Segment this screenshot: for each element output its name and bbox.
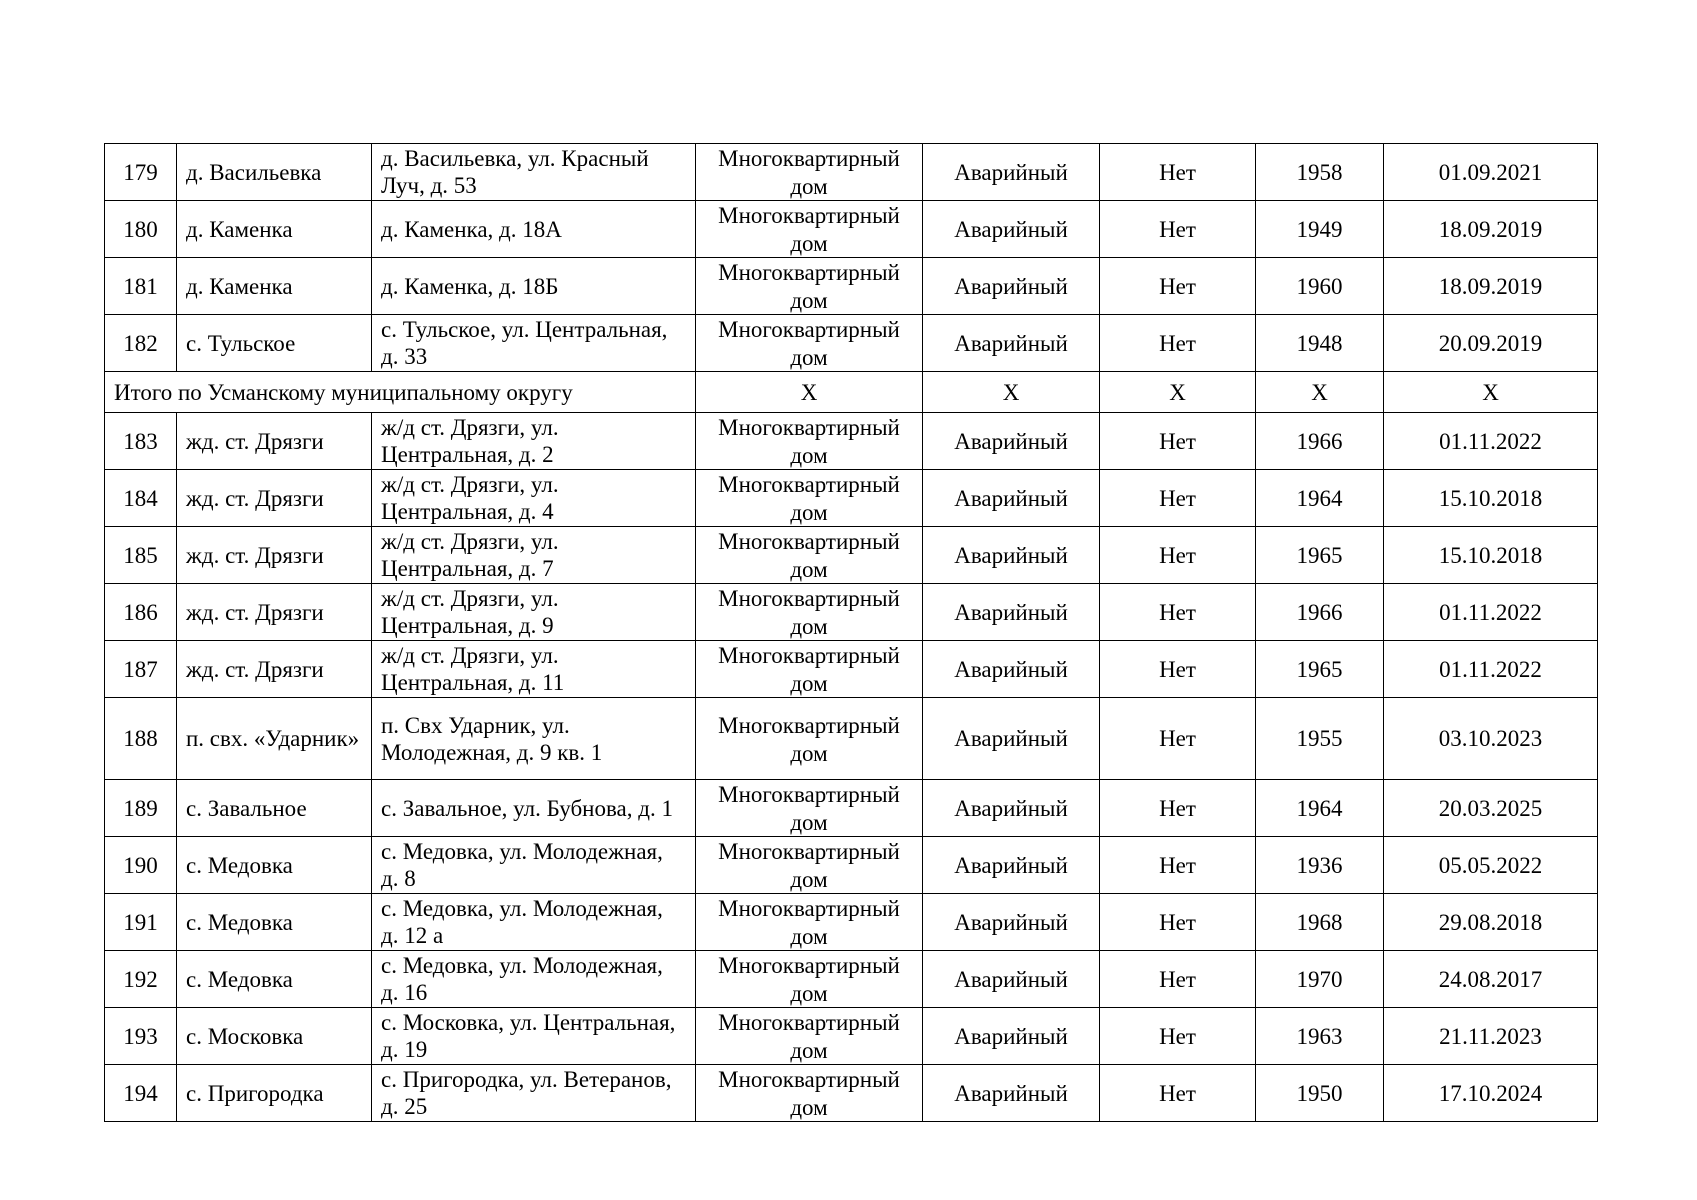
house-type-line-2: дом [790, 174, 828, 199]
year-cell: 1965 [1256, 641, 1384, 698]
address-cell: ж/д ст. Дрязги, ул. Центральная, д. 2 [372, 413, 696, 470]
row-number: 181 [105, 258, 177, 315]
table-row [105, 258, 1598, 315]
house-type-line-2: дом [790, 614, 828, 639]
date-cell: 20.09.2019 [1384, 315, 1598, 372]
locality-cell: жд. ст. Дрязги [177, 527, 372, 584]
house-type-line-1: Многоквартирный [718, 1067, 900, 1092]
house-type-cell [696, 201, 923, 258]
locality-cell: д. Каменка [177, 258, 372, 315]
date-cell: 21.11.2023 [1384, 1008, 1598, 1065]
table-row [105, 641, 1598, 698]
row-number: 185 [105, 527, 177, 584]
house-type-line-1: Многоквартирный [718, 472, 900, 497]
house-type-line-1: Многоквартирный [718, 529, 900, 554]
row-number: 186 [105, 584, 177, 641]
house-type-line-2: дом [790, 1095, 828, 1120]
year-cell: 1968 [1256, 894, 1384, 951]
state-cell: Аварийный [923, 1008, 1100, 1065]
flag-cell: Нет [1100, 584, 1256, 641]
house-type-cell [696, 1065, 923, 1122]
date-cell: 01.11.2022 [1384, 413, 1598, 470]
house-type-line-1: Многоквартирный [718, 1010, 900, 1035]
locality-cell: д. Каменка [177, 201, 372, 258]
house-type-cell [696, 780, 923, 837]
house-type-cell [696, 315, 923, 372]
year-cell: 1958 [1256, 144, 1384, 201]
house-type-line-1: Многоквартирный [718, 415, 900, 440]
date-cell: 01.11.2022 [1384, 584, 1598, 641]
date-cell: 05.05.2022 [1384, 837, 1598, 894]
state-cell: Аварийный [923, 258, 1100, 315]
row-number: 179 [105, 144, 177, 201]
date-cell: 17.10.2024 [1384, 1065, 1598, 1122]
table-row [105, 698, 1598, 780]
row-number: 183 [105, 413, 177, 470]
state-cell: Аварийный [923, 144, 1100, 201]
row-number: 189 [105, 780, 177, 837]
document-page [104, 143, 1597, 1122]
locality-cell: жд. ст. Дрязги [177, 641, 372, 698]
house-type-cell [696, 951, 923, 1008]
address-cell: д. Каменка, д. 18А [372, 201, 696, 258]
house-type-line-2: дом [790, 500, 828, 525]
year-cell: 1949 [1256, 201, 1384, 258]
flag-cell: Нет [1100, 527, 1256, 584]
date-cell: 20.03.2025 [1384, 780, 1598, 837]
flag-cell: Нет [1100, 894, 1256, 951]
locality-cell: д. Васильевка [177, 144, 372, 201]
house-type-cell [696, 413, 923, 470]
row-number: 194 [105, 1065, 177, 1122]
flag-cell: Нет [1100, 1065, 1256, 1122]
date-cell: 03.10.2023 [1384, 698, 1598, 780]
flag-cell: Нет [1100, 780, 1256, 837]
total-mark-cell: X [696, 372, 923, 413]
flag-cell: Нет [1100, 951, 1256, 1008]
house-type-line-2: дом [790, 557, 828, 582]
house-type-line-2: дом [790, 443, 828, 468]
house-type-line-2: дом [790, 671, 828, 696]
state-cell: Аварийный [923, 315, 1100, 372]
locality-cell: жд. ст. Дрязги [177, 413, 372, 470]
address-cell: ж/д ст. Дрязги, ул. Центральная, д. 4 [372, 470, 696, 527]
house-type-cell [696, 641, 923, 698]
locality-cell: п. свх. «Ударник» [177, 698, 372, 780]
house-type-line-1: Многоквартирный [718, 586, 900, 611]
house-type-cell [696, 894, 923, 951]
address-cell: с. Медовка, ул. Молодежная, д. 12 а [372, 894, 696, 951]
address-cell: с. Пригородка, ул. Ветеранов, д. 25 [372, 1065, 696, 1122]
address-cell: с. Московка, ул. Центральная, д. 19 [372, 1008, 696, 1065]
year-cell: 1964 [1256, 470, 1384, 527]
locality-cell: жд. ст. Дрязги [177, 584, 372, 641]
house-type-line-1: Многоквартирный [718, 203, 900, 228]
flag-cell: Нет [1100, 144, 1256, 201]
table-row [105, 144, 1598, 201]
table-row [105, 894, 1598, 951]
emergency-housing-table [104, 143, 1598, 1122]
house-type-line-2: дом [790, 1038, 828, 1063]
date-cell: 01.09.2021 [1384, 144, 1598, 201]
year-cell: 1966 [1256, 584, 1384, 641]
state-cell: Аварийный [923, 584, 1100, 641]
state-cell: Аварийный [923, 527, 1100, 584]
row-number: 187 [105, 641, 177, 698]
year-cell: 1966 [1256, 413, 1384, 470]
flag-cell: Нет [1100, 258, 1256, 315]
address-cell: с. Медовка, ул. Молодежная, д. 16 [372, 951, 696, 1008]
house-type-line-1: Многоквартирный [718, 782, 900, 807]
locality-cell: с. Медовка [177, 894, 372, 951]
state-cell: Аварийный [923, 837, 1100, 894]
state-cell: Аварийный [923, 201, 1100, 258]
flag-cell: Нет [1100, 1008, 1256, 1065]
date-cell: 15.10.2018 [1384, 470, 1598, 527]
row-number: 192 [105, 951, 177, 1008]
house-type-cell [696, 1008, 923, 1065]
state-cell: Аварийный [923, 470, 1100, 527]
address-cell: ж/д ст. Дрязги, ул. Центральная, д. 9 [372, 584, 696, 641]
locality-cell: с. Тульское [177, 315, 372, 372]
table-row [105, 201, 1598, 258]
house-type-line-1: Многоквартирный [718, 317, 900, 342]
year-cell: 1950 [1256, 1065, 1384, 1122]
year-cell: 1965 [1256, 527, 1384, 584]
flag-cell: Нет [1100, 837, 1256, 894]
address-cell: п. Свх Ударник, ул. Молодежная, д. 9 кв. 1 [372, 698, 696, 780]
flag-cell: Нет [1100, 201, 1256, 258]
table-body [105, 144, 1598, 1122]
house-type-cell [696, 527, 923, 584]
table-row [105, 413, 1598, 470]
address-cell: ж/д ст. Дрязги, ул. Центральная, д. 11 [372, 641, 696, 698]
flag-cell: Нет [1100, 698, 1256, 780]
total-row [105, 372, 1598, 413]
house-type-line-1: Многоквартирный [718, 953, 900, 978]
flag-cell: Нет [1100, 413, 1256, 470]
house-type-line-1: Многоквартирный [718, 146, 900, 171]
state-cell: Аварийный [923, 641, 1100, 698]
date-cell: 01.11.2022 [1384, 641, 1598, 698]
state-cell: Аварийный [923, 698, 1100, 780]
date-cell: 18.09.2019 [1384, 258, 1598, 315]
total-label-cell: Итого по Усманскому муниципальному округу [105, 372, 696, 413]
house-type-line-2: дом [790, 740, 828, 766]
table-row [105, 837, 1598, 894]
address-cell: ж/д ст. Дрязги, ул. Центральная, д. 7 [372, 527, 696, 584]
house-type-line-2: дом [790, 981, 828, 1006]
table-row [105, 1008, 1598, 1065]
house-type-line-2: дом [790, 231, 828, 256]
state-cell: Аварийный [923, 894, 1100, 951]
total-mark-cell: X [1100, 372, 1256, 413]
house-type-line-2: дом [790, 810, 828, 835]
flag-cell: Нет [1100, 470, 1256, 527]
locality-cell: жд. ст. Дрязги [177, 470, 372, 527]
table-row [105, 470, 1598, 527]
locality-cell: с. Завальное [177, 780, 372, 837]
row-number: 188 [105, 698, 177, 780]
locality-cell: с. Московка [177, 1008, 372, 1065]
house-type-cell [696, 837, 923, 894]
address-cell: д. Васильевка, ул. Красный Луч, д. 53 [372, 144, 696, 201]
row-number: 180 [105, 201, 177, 258]
date-cell: 24.08.2017 [1384, 951, 1598, 1008]
state-cell: Аварийный [923, 780, 1100, 837]
house-type-line-2: дом [790, 288, 828, 313]
year-cell: 1955 [1256, 698, 1384, 780]
house-type-line-2: дом [790, 345, 828, 370]
flag-cell: Нет [1100, 641, 1256, 698]
address-cell: с. Тульское, ул. Центральная, д. 33 [372, 315, 696, 372]
house-type-cell [696, 584, 923, 641]
total-mark-cell: X [1384, 372, 1598, 413]
flag-cell: Нет [1100, 315, 1256, 372]
date-cell: 29.08.2018 [1384, 894, 1598, 951]
table-row [105, 780, 1598, 837]
table-row [105, 1065, 1598, 1122]
year-cell: 1964 [1256, 780, 1384, 837]
row-number: 182 [105, 315, 177, 372]
state-cell: Аварийный [923, 951, 1100, 1008]
table-row [105, 951, 1598, 1008]
locality-cell: с. Пригородка [177, 1065, 372, 1122]
row-number: 193 [105, 1008, 177, 1065]
state-cell: Аварийный [923, 413, 1100, 470]
row-number: 184 [105, 470, 177, 527]
state-cell: Аварийный [923, 1065, 1100, 1122]
locality-cell: с. Медовка [177, 837, 372, 894]
total-mark-cell: X [1256, 372, 1384, 413]
date-cell: 18.09.2019 [1384, 201, 1598, 258]
house-type-line-1: Многоквартирный [718, 712, 900, 738]
table-row [105, 584, 1598, 641]
total-mark-cell: X [923, 372, 1100, 413]
row-number: 190 [105, 837, 177, 894]
date-cell: 15.10.2018 [1384, 527, 1598, 584]
house-type-line-2: дом [790, 867, 828, 892]
house-type-line-1: Многоквартирный [718, 643, 900, 668]
house-type-cell [696, 470, 923, 527]
table-row [105, 527, 1598, 584]
house-type-line-1: Многоквартирный [718, 896, 900, 921]
address-cell: с. Завальное, ул. Бубнова, д. 1 [372, 780, 696, 837]
address-cell: д. Каменка, д. 18Б [372, 258, 696, 315]
year-cell: 1936 [1256, 837, 1384, 894]
house-type-line-2: дом [790, 924, 828, 949]
year-cell: 1960 [1256, 258, 1384, 315]
year-cell: 1948 [1256, 315, 1384, 372]
row-number: 191 [105, 894, 177, 951]
house-type-line-1: Многоквартирный [718, 839, 900, 864]
locality-cell: с. Медовка [177, 951, 372, 1008]
house-type-cell [696, 144, 923, 201]
address-cell: с. Медовка, ул. Молодежная, д. 8 [372, 837, 696, 894]
house-type-cell [696, 258, 923, 315]
house-type-cell [696, 698, 923, 780]
year-cell: 1963 [1256, 1008, 1384, 1065]
house-type-line-1: Многоквартирный [718, 260, 900, 285]
year-cell: 1970 [1256, 951, 1384, 1008]
table-row [105, 315, 1598, 372]
